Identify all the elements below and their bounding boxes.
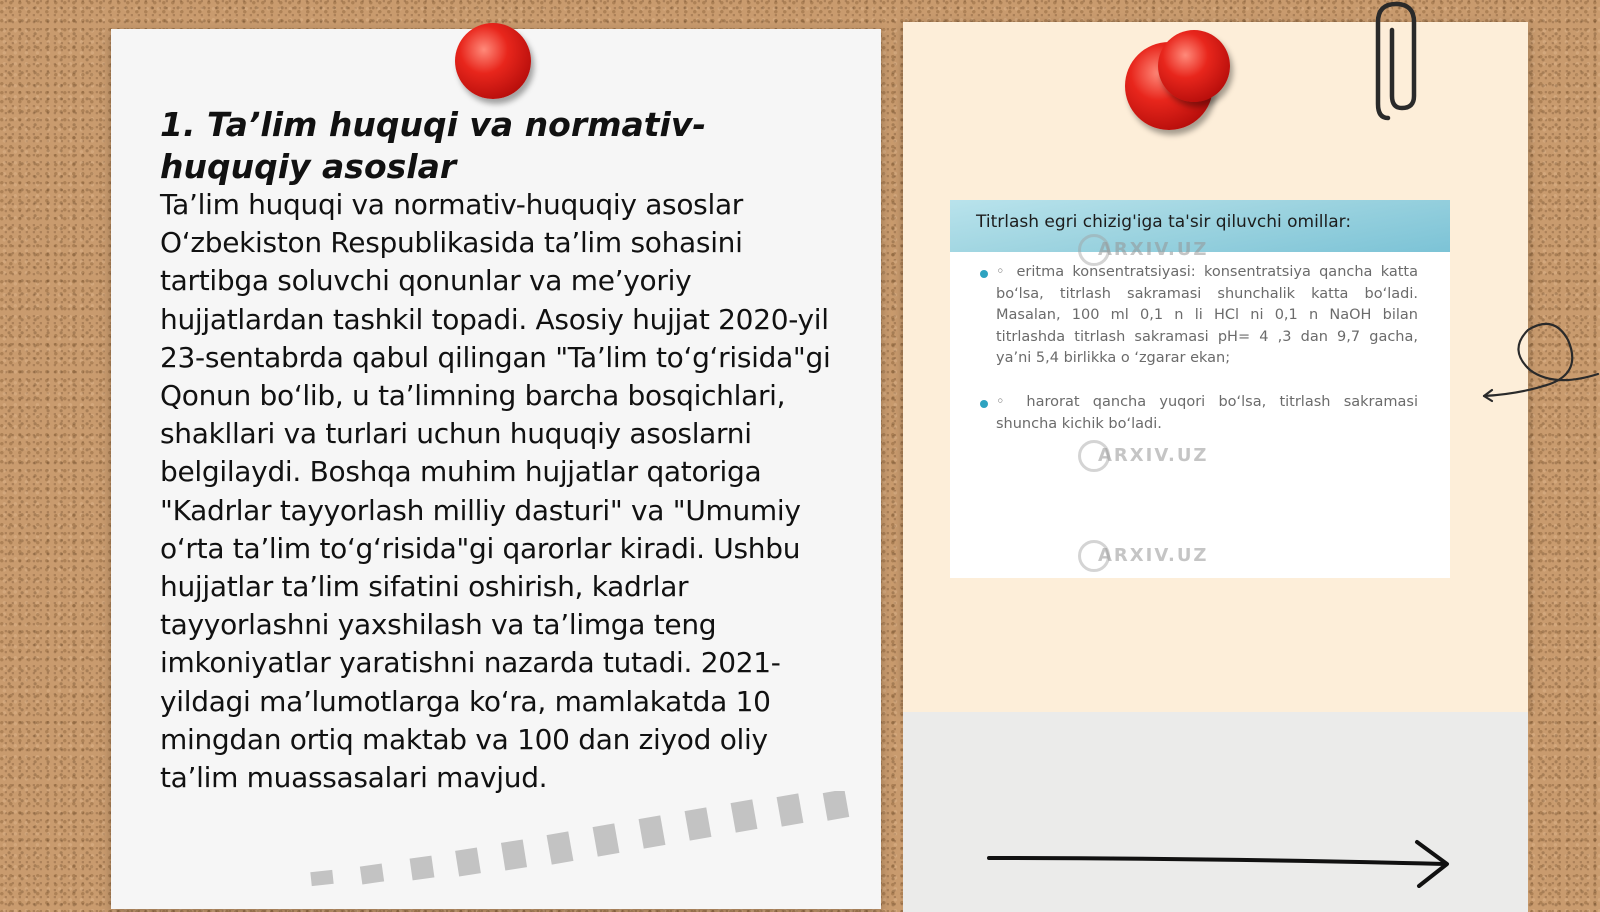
watermark: ARXIV.UZ [1078, 440, 1208, 472]
document-image [950, 200, 1450, 578]
pushpin-icon [1158, 30, 1230, 102]
body-paragraph: Ta’lim huquqi va normativ-huquqiy asoslar O‘zbekiston Respublikasida ta’lim sohasini tartibga soluvchi qonunlar va me’yoriy hujjatlardan tashkil topadi. Asosiy hujjat 2020-yil 23-sentabrda qabul qilingan "Ta’lim to‘g‘risida"gi Qonun bo‘lib, u ta’limning barcha bosqichlari, shakllari va turlari uchun huquqiy asoslarni belgilaydi. Boshqa muhim hujjatlar qatoriga "Kadrlar tayyorlash milliy dasturi" va "Umumiy o‘rta ta’lim to‘g‘risida"gi qarorlar kiradi. Ushbu hujjatlar ta’lim sifatini oshirish, kadrlar tayyorlashni yaxshilash va ta’limga teng imkoniyatlar yaratishni nazarda tutadi. 2021-yildagi ma’lumotlarga ko‘ra, mamlakatda 10 mingdan ortiq maktab va 100 dan ziyod oliy ta’lim muassasalari mavjud. [160, 188, 831, 795]
page-title: 1. Ta’lim huquqi va normativ-huquqiy asoslar [160, 105, 707, 186]
document-header-text: Titrlash egri chizig'iga ta'sir qiluvchi omillar: [976, 212, 1352, 232]
document-bullet: ◦ eritma konsentratsiyasi: konsentratsiya qancha katta bo‘lsa, titrlash sakramasi shunchalik katta bo‘ladi. Masalan, 100 ml 0,1 n li HCl ni 0,1 n NaOH bilan titrlashda titrlash sakramasi pH= 4 ,3 dan 9,7 gacha, ya’ni 5,4 birlikka o ‘zgarar ekan; [996, 264, 1418, 366]
watermark: ARXIV.UZ [1078, 540, 1208, 572]
arrow-right-icon [985, 838, 1455, 888]
torn-edge-decoration [291, 791, 991, 891]
paperclip-icon [1374, 0, 1418, 125]
bullet-icon [980, 400, 988, 408]
bullet-icon [980, 270, 988, 278]
document-bullet: ◦ harorat qancha yuqori bo‘lsa, titrlash sakramasi shuncha kichik bo‘ladi. [996, 394, 1418, 432]
watermark: ARXIV.UZ [1078, 234, 1208, 266]
pushpin-icon [455, 23, 531, 99]
scribble-decoration [1480, 310, 1600, 410]
